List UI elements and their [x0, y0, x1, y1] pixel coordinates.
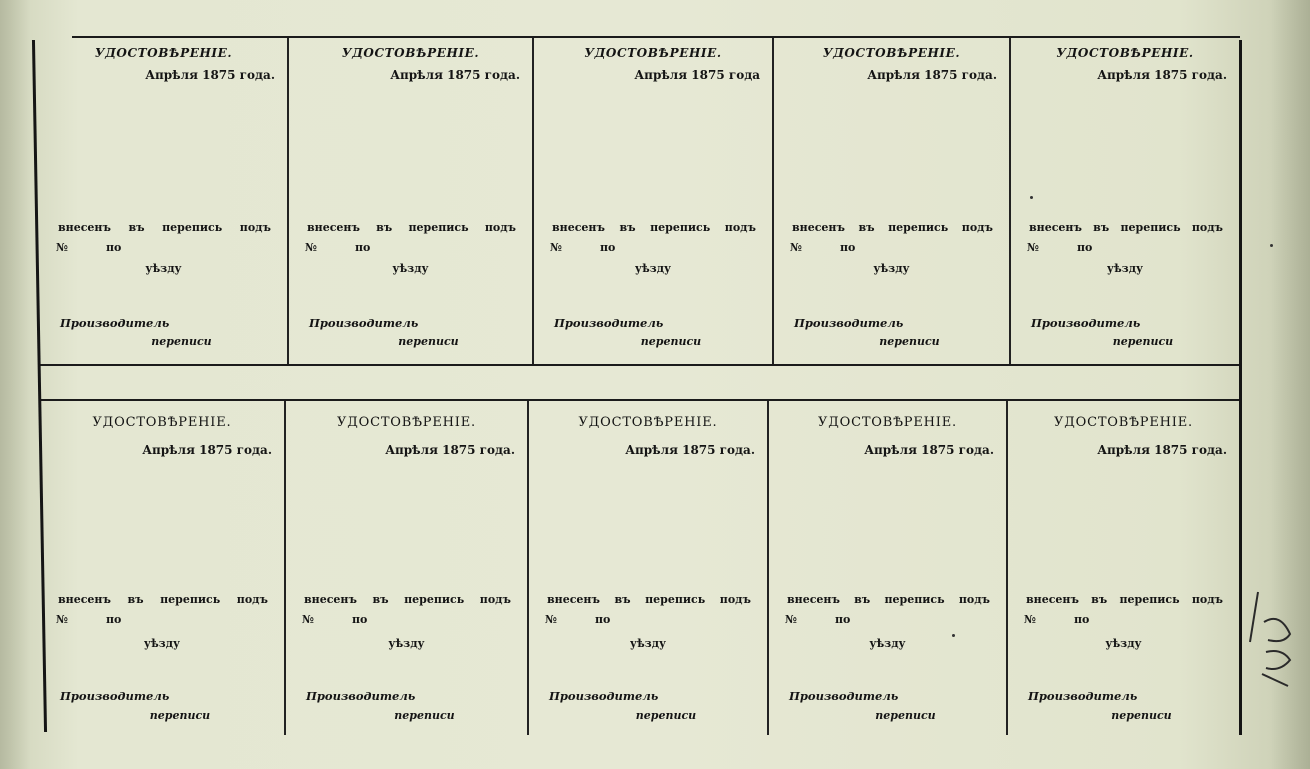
entered-word: перепись — [645, 593, 706, 606]
producer-label: Производитель — [60, 316, 170, 330]
number-line — [1024, 613, 1089, 626]
producer-label: Производитель — [306, 689, 416, 703]
certificate-title: УДОСТОВѢРЕНІЕ. — [1056, 46, 1194, 60]
number-line — [305, 241, 370, 254]
certificate-title: УДОСТОВѢРЕНІЕ. — [584, 46, 722, 60]
entered-line — [787, 593, 990, 606]
certificate-date: Апрѣля 1875 года — [634, 68, 760, 82]
speck — [1270, 244, 1273, 247]
entered-word: перепись — [160, 593, 221, 606]
entered-word: подъ — [479, 593, 511, 606]
entered-line — [552, 221, 756, 234]
entered-word: внесенъ — [58, 593, 111, 606]
entered-word: подъ — [239, 221, 271, 234]
census-label: переписи — [1111, 709, 1172, 722]
entered-word: подъ — [236, 593, 268, 606]
entered-line — [792, 221, 993, 234]
po-label: по — [105, 613, 122, 626]
certificate-date: Апрѣля 1875 года. — [1097, 443, 1227, 457]
entered-word: въ — [1093, 221, 1110, 234]
census-label: переписи — [635, 709, 697, 722]
number-sign: № — [790, 241, 802, 254]
certificate-date: Апрѣля 1875 года. — [385, 443, 515, 457]
entered-word: перепись — [888, 221, 949, 234]
po-label: по — [351, 613, 368, 626]
producer-label: Производитель — [60, 689, 170, 703]
entered-word: внесенъ — [547, 593, 600, 606]
po-label: по — [354, 241, 371, 254]
producer-label: Производитель — [794, 316, 904, 330]
entered-word: подъ — [719, 593, 751, 606]
certificate-date: Апрѣля 1875 года. — [867, 68, 997, 82]
certificate-title: УДОСТОВѢРЕНІЕ. — [341, 46, 480, 60]
number-line — [1027, 241, 1092, 254]
entered-line — [58, 593, 268, 606]
entered-word: подъ — [724, 221, 756, 234]
number-line — [302, 613, 367, 626]
po-label: по — [1073, 613, 1090, 626]
certificate-row-bottom — [40, 401, 1239, 735]
entered-word: внесенъ — [307, 221, 360, 234]
certificate-cell — [286, 401, 529, 735]
uezd-label: уѣзду — [869, 637, 906, 650]
certificate-cell — [289, 38, 534, 364]
census-label: переписи — [1112, 335, 1174, 348]
producer-label: Производитель — [549, 689, 659, 703]
entered-word: перепись — [404, 593, 465, 606]
number-sign: № — [56, 613, 68, 626]
certificate-cell — [1011, 38, 1239, 364]
entered-word: въ — [127, 593, 144, 606]
certificate-date: Апрѣля 1875 года. — [142, 443, 272, 457]
po-label: по — [1076, 241, 1093, 254]
entered-word: внесенъ — [787, 593, 840, 606]
entered-line — [304, 593, 511, 606]
number-sign: № — [1024, 613, 1036, 626]
certificate-title: УДОСТОВѢРЕНІЕ. — [1054, 415, 1193, 430]
po-label: по — [594, 613, 611, 626]
entered-line — [1029, 221, 1223, 234]
page-edge-shadow — [0, 0, 30, 769]
uezd-label: уѣзду — [145, 262, 182, 275]
certificate-cell — [529, 401, 769, 735]
entered-word: подъ — [958, 593, 990, 606]
certificate-cell — [769, 401, 1008, 735]
entered-word: внесенъ — [792, 221, 845, 234]
uezd-label: уѣзду — [392, 262, 429, 275]
number-sign: № — [1027, 241, 1039, 254]
certificate-date: Апрѣля 1875 года. — [1097, 68, 1227, 82]
entered-word: перепись — [408, 221, 469, 234]
uezd-label: уѣзду — [1106, 262, 1144, 275]
po-label: по — [599, 241, 616, 254]
speck — [952, 634, 955, 637]
census-label: переписи — [875, 709, 936, 722]
entered-word: внесенъ — [1029, 221, 1082, 234]
producer-label: Производитель — [1028, 689, 1138, 703]
number-sign: № — [545, 613, 557, 626]
entered-word: внесенъ — [552, 221, 605, 234]
certificate-title: УДОСТОВѢРЕНІЕ. — [822, 46, 961, 60]
certificate-date: Апрѣля 1875 года. — [625, 443, 755, 457]
producer-label: Производитель — [309, 316, 419, 330]
po-label: по — [105, 241, 122, 254]
certificate-cell — [40, 38, 289, 364]
certificate-title: УДОСТОВѢРЕНІЕ. — [578, 415, 718, 430]
census-label: переписи — [149, 709, 211, 722]
number-line — [56, 613, 121, 626]
census-label: переписи — [151, 335, 212, 348]
uezd-label: уѣзду — [634, 262, 672, 275]
entered-word: въ — [619, 221, 636, 234]
certificate-date: Апрѣля 1875 года. — [390, 68, 520, 82]
certificate-cell — [774, 38, 1011, 364]
entered-word: внесенъ — [304, 593, 357, 606]
po-label: по — [839, 241, 856, 254]
producer-label: Производитель — [1031, 316, 1141, 330]
number-sign: № — [785, 613, 797, 626]
entered-word: перепись — [884, 593, 945, 606]
census-label: переписи — [640, 335, 702, 348]
certificate-date: Апрѣля 1875 года. — [145, 68, 275, 82]
producer-label: Производитель — [789, 689, 899, 703]
census-label: переписи — [398, 335, 459, 348]
entered-word: въ — [614, 593, 631, 606]
number-line — [785, 613, 850, 626]
certificate-cell — [1008, 401, 1239, 735]
number-sign: № — [302, 613, 314, 626]
uezd-label: уѣзду — [873, 262, 910, 275]
number-line — [550, 241, 615, 254]
certificate-title: УДОСТОВѢРЕНІЕ. — [818, 415, 957, 430]
entered-word: перепись — [162, 221, 223, 234]
entered-word: въ — [858, 221, 875, 234]
certificate-title: УДОСТОВѢРЕНІЕ. — [92, 415, 232, 430]
uezd-label: уѣзду — [629, 637, 667, 650]
number-sign: № — [56, 241, 68, 254]
certificate-title: УДОСТОВѢРЕНІЕ. — [94, 46, 233, 60]
po-label: по — [834, 613, 851, 626]
number-sign: № — [305, 241, 317, 254]
entered-word: въ — [1091, 593, 1108, 606]
entered-word: перепись — [650, 221, 711, 234]
entered-word: внесенъ — [1026, 593, 1079, 606]
number-sign: № — [550, 241, 562, 254]
number-line — [545, 613, 610, 626]
uezd-label: уѣзду — [388, 637, 425, 650]
number-line — [790, 241, 855, 254]
entered-word: въ — [372, 593, 389, 606]
certificate-date: Апрѣля 1875 года. — [864, 443, 994, 457]
middle-rule-upper — [40, 364, 1240, 366]
certificate-cell — [40, 401, 286, 735]
speck — [1030, 196, 1033, 199]
entered-word: въ — [128, 221, 145, 234]
entered-line — [58, 221, 271, 234]
right-border — [1239, 40, 1242, 735]
entered-word: внесенъ — [58, 221, 111, 234]
entered-word: въ — [376, 221, 393, 234]
entered-word: подъ — [484, 221, 516, 234]
uezd-label: уѣзду — [143, 637, 181, 650]
entered-word: перепись — [1119, 593, 1180, 606]
certificate-title: УДОСТОВѢРЕНІЕ. — [337, 415, 476, 430]
uezd-label: уѣзду — [1105, 637, 1142, 650]
entered-word: перепись — [1120, 221, 1181, 234]
entered-word: подъ — [961, 221, 993, 234]
entered-word: въ — [854, 593, 871, 606]
entered-word: подъ — [1191, 593, 1223, 606]
producer-label: Производитель — [554, 316, 664, 330]
certificate-cell — [534, 38, 774, 364]
pencil-mark-icon — [1244, 582, 1304, 692]
entered-line — [1026, 593, 1223, 606]
entered-line — [547, 593, 751, 606]
census-label: переписи — [394, 709, 455, 722]
entered-line — [307, 221, 516, 234]
certificate-row-top — [40, 38, 1239, 364]
census-label: переписи — [879, 335, 940, 348]
entered-word: подъ — [1191, 221, 1223, 234]
number-line — [56, 241, 121, 254]
